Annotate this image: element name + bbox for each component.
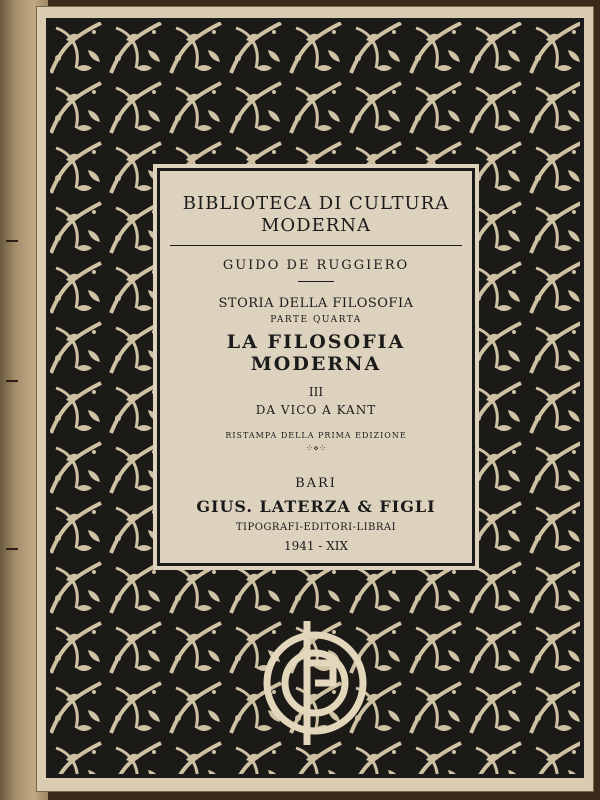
book-subtitle: DA VICO A KANT [255,403,377,417]
divider [170,245,462,246]
spine-mark [6,240,18,242]
book-title: LA FILOSOFIA MODERNA [226,331,406,375]
publication-year: 1941 - XIX [283,539,349,553]
divider [298,281,334,282]
volume-number: III [308,385,324,399]
title-panel [157,168,475,566]
spine-mark [6,548,18,550]
publisher-name: GIUS. LATERZA & FIGLI [196,497,436,516]
part-label: PARTE QUARTA [270,315,362,325]
spine-mark [6,380,18,382]
publisher-city: BARI [295,476,337,491]
book-cover [36,6,594,792]
series-title-line2: MODERNA [260,215,372,236]
author-name: GUIDO DE RUGGIERO [222,258,410,273]
edition-ornament: ⁘⋄⁘ [305,444,327,454]
work-title: STORIA DELLA FILOSOFIA [218,296,414,311]
publisher-trades: TIPOGRAFI-EDITORI-LIBRAI [235,522,397,533]
edition-note: RISTAMPA DELLA PRIMA EDIZIONE [225,431,407,440]
series-title [160,193,472,237]
series-title-line1: BIBLIOTECA DI CULTURA [182,193,450,214]
